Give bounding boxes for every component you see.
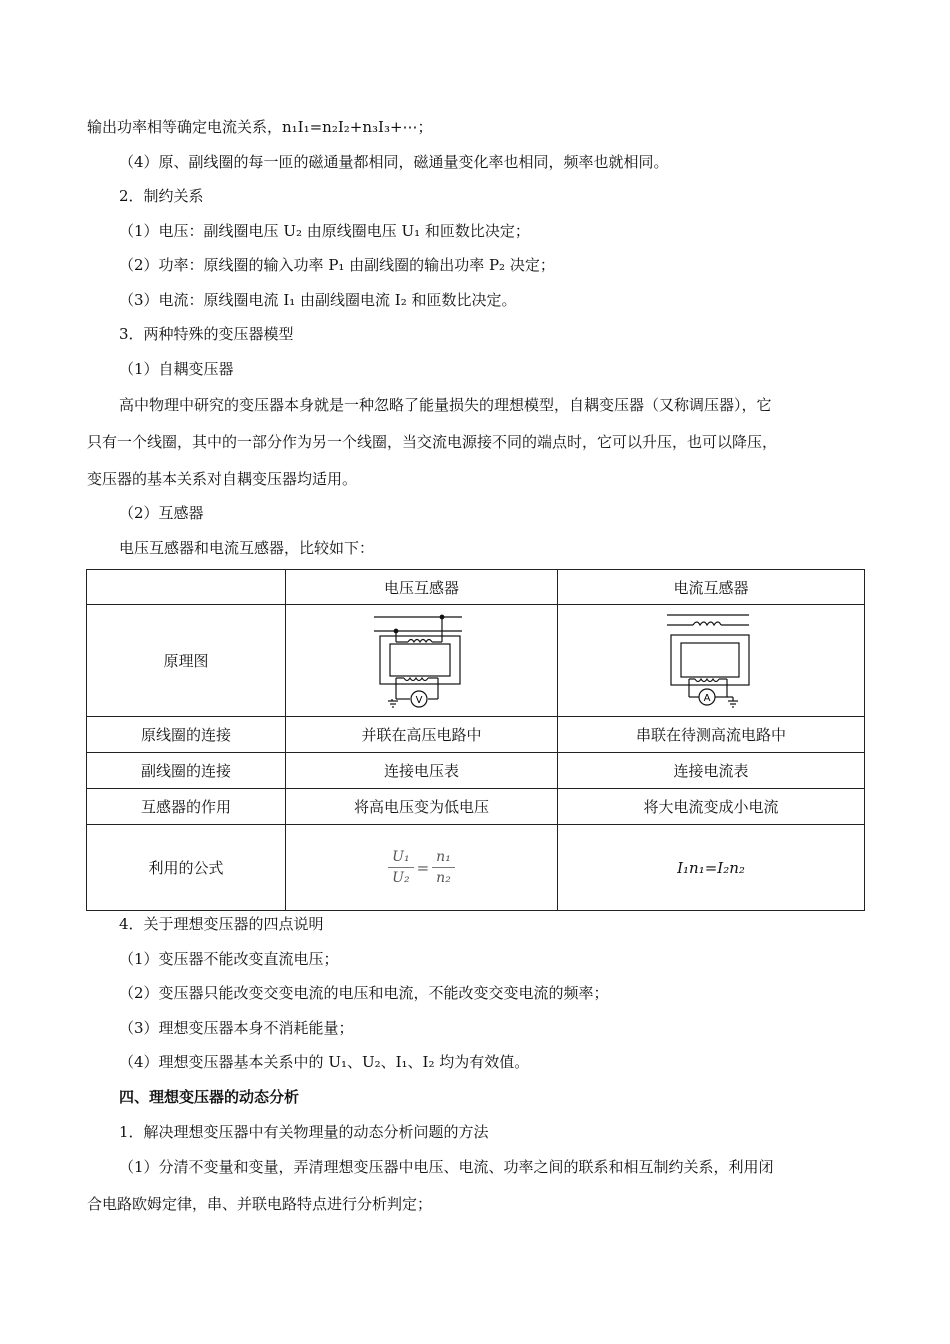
paragraph-line: （2）功率：原线圈的输入功率 P₁ 由副线圈的输出功率 P₂ 决定； — [119, 256, 555, 274]
paragraph-line: （2）变压器只能改变交变电流的电压和电流，不能改变交变电流的频率； — [119, 984, 609, 1002]
turns-ratio-fraction — [432, 849, 455, 886]
voltage-cell: 并联在高压电路中 — [286, 717, 558, 753]
fraction-denominator: U₂ — [392, 870, 410, 886]
row-label: 原线圈的连接 — [87, 717, 286, 753]
fraction-numerator: n₁ — [432, 849, 455, 868]
paragraph-line: 高中物理中研究的变压器本身就是一种忽略了能量损失的理想模型，自耦变压器（又称调压器），它 — [119, 396, 772, 414]
paragraph-line: 输出功率相等确定电流关系，n₁I₁=n₂I₂+n₃I₃+⋯； — [87, 118, 433, 136]
subsection-heading: （2）互感器 — [119, 504, 204, 522]
chapter-heading: 四、理想变压器的动态分析 — [119, 1088, 300, 1106]
comparison-table — [86, 569, 865, 911]
paragraph-line: （3）电流：原线圈电流 I₁ 由副线圈电流 I₂ 和匝数比决定。 — [119, 291, 517, 309]
current-cell: 连接电流表 — [558, 753, 865, 789]
section-heading: 3．两种特殊的变压器模型 — [119, 325, 294, 343]
paragraph-line: （1）电压：副线圈电压 U₂ 由原线圈电压 U₁ 和匝数比决定； — [119, 222, 530, 240]
table-row — [87, 717, 865, 753]
paragraph-line: 合电路欧姆定律，串、并联电路特点进行分析判定； — [87, 1195, 433, 1213]
row-label: 互感器的作用 — [87, 789, 286, 825]
paragraph-line: （1）分清不变量和变量，弄清理想变压器中电压、电流、功率之间的联系和相互制约关系，利用闭 — [119, 1158, 774, 1176]
table-row — [87, 789, 865, 825]
fraction-denominator: n₂ — [436, 870, 451, 886]
current-transformer-diagram — [661, 611, 761, 711]
paragraph-line: （1）变压器不能改变直流电压； — [119, 950, 339, 968]
current-formula-cell — [558, 825, 865, 911]
fraction-numerator: U₁ — [388, 849, 413, 868]
current-transformer-diagram-cell — [558, 605, 865, 717]
row-label: 利用的公式 — [87, 825, 286, 911]
row-label: 原理图 — [87, 605, 286, 717]
table-row — [87, 825, 865, 911]
table-header-cell: 电流互感器 — [558, 570, 865, 605]
paragraph-line: （3）理想变压器本身不消耗能量； — [119, 1019, 354, 1037]
voltage-formula-cell — [286, 825, 558, 911]
paragraph-line: 电压互感器和电流互感器，比较如下： — [119, 539, 375, 557]
paragraph-line: （4）原、副线圈的每一匝的磁通量都相同，磁通量变化率也相同，频率也就相同。 — [119, 153, 669, 171]
current-cell: 串联在待测高流电路中 — [558, 717, 865, 753]
table-header-cell: 电压互感器 — [286, 570, 558, 605]
table-header-cell — [87, 570, 286, 605]
paragraph-line: 只有一个线圈，其中的一部分作为另一个线圈，当交流电源接不同的端点时，它可以升压，也可以降压， — [87, 433, 778, 451]
section-heading: 2．制约关系 — [119, 187, 204, 205]
table-row — [87, 605, 865, 717]
voltage-transformer-diagram — [372, 611, 472, 711]
voltage-ratio-fraction — [388, 849, 413, 886]
section-heading: 1．解决理想变压器中有关物理量的动态分析问题的方法 — [119, 1123, 489, 1141]
paragraph-line: 变压器的基本关系对自耦变压器均适用。 — [87, 470, 358, 488]
current-cell: 将大电流变成小电流 — [558, 789, 865, 825]
subsection-heading: （1）自耦变压器 — [119, 360, 234, 378]
paragraph-line: （4）理想变压器基本关系中的 U₁、U₂、I₁、I₂ 均为有效值。 — [119, 1053, 530, 1071]
equals-sign: = — [416, 858, 430, 877]
voltage-transformer-diagram-cell — [286, 605, 558, 717]
voltmeter-label: V — [415, 694, 422, 706]
current-formula: I₁n₁=I₂n₂ — [677, 858, 745, 877]
ammeter-label: A — [703, 692, 711, 704]
voltage-cell: 将高电压变为低电压 — [286, 789, 558, 825]
voltage-cell: 连接电压表 — [286, 753, 558, 789]
row-label: 副线圈的连接 — [87, 753, 286, 789]
table-header-row — [87, 570, 865, 605]
table-row — [87, 753, 865, 789]
section-heading: 4．关于理想变压器的四点说明 — [119, 915, 324, 933]
